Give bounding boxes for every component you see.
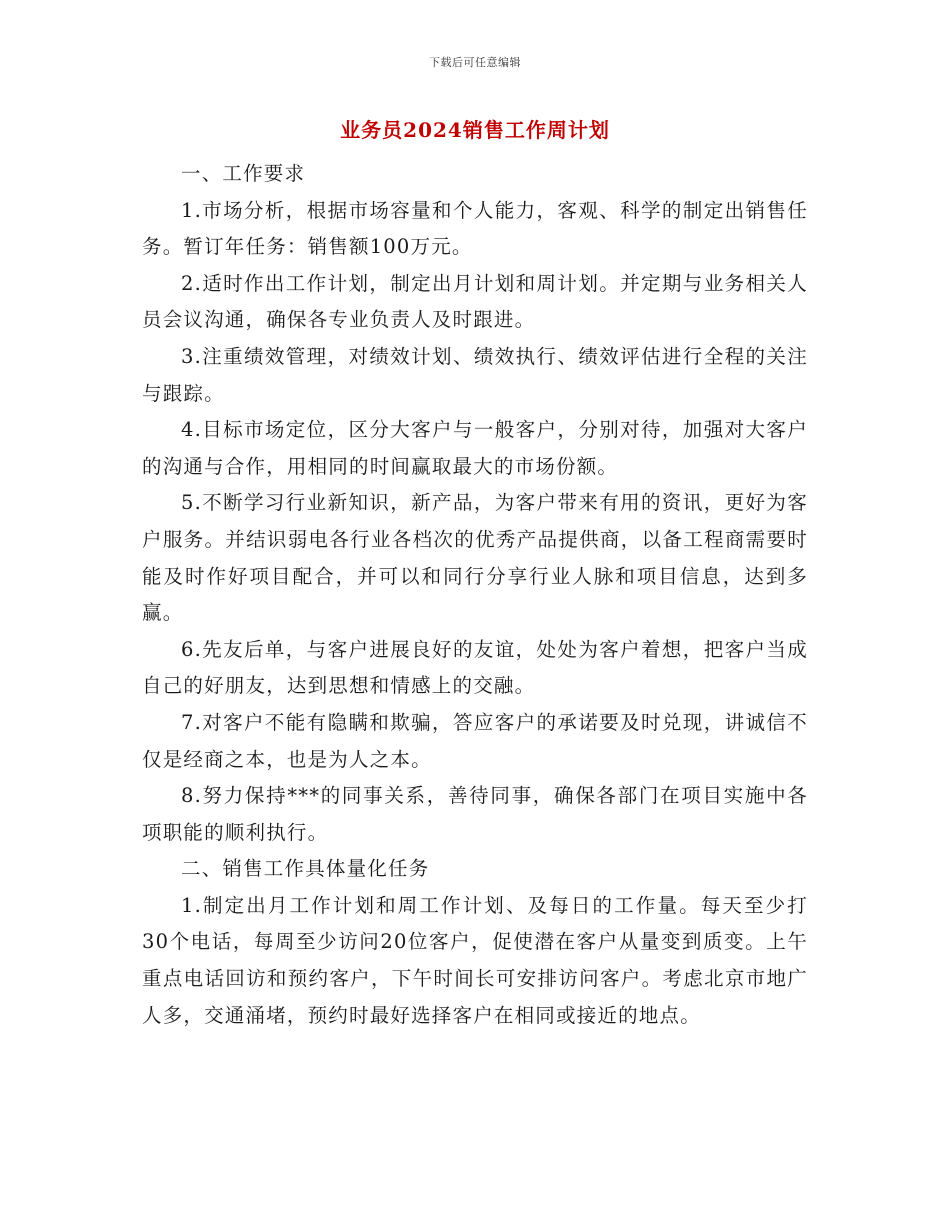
requirement-item-7: 7.对客户不能有隐瞒和欺骗，答应客户的承诺要及时兑现，讲诚信不仅是经商之本，也是为人之本。 (142, 710, 808, 771)
requirement-item-2: 2.适时作出工作计划，制定出月计划和周计划。并定期与业务相关人员会议沟通，确保各专业负责人及时跟进。 (142, 271, 808, 332)
requirement-item-3: 3.注重绩效管理，对绩效计划、绩效执行、绩效评估进行全程的关注与跟踪。 (142, 344, 808, 405)
document-title: 业务员2024销售工作周计划 (340, 118, 610, 142)
quantified-task-item-1: 1.制定出月工作计划和周工作计划、及每日的工作量。每天至少打30个电话，每周至少访问20位客户，促使潜在客户从量变到质变。上午重点电话回访和预约客户，下午时间长可安排访问客户。考虑北京市地广人多，交通涌堵，预约时最好选择客户在相同或接近的地点。 (142, 893, 808, 1027)
requirement-item-4: 4.目标市场定位，区分大客户与一般客户，分别对待，加强对大客户的沟通与合作，用相同的时间赢取最大的市场份额。 (142, 418, 808, 478)
document-body (142, 156, 808, 1034)
requirement-item-1: 1.市场分析，根据市场容量和个人能力，客观、科学的制定出销售任务。暂订年任务：销售额100万元。 (142, 198, 808, 259)
requirement-item-8: 8.努力保持***的同事关系，善待同事，确保各部门在项目实施中各项职能的顺利执行。 (142, 784, 808, 844)
section-heading-quantified-tasks: 二、销售工作具体量化任务 (181, 857, 430, 881)
header-note: 下载后可任意编辑 (429, 56, 521, 69)
requirement-item-6: 6.先友后单，与客户进展良好的友谊，处处为客户着想，把客户当成自己的好朋友，达到思想和情感上的交融。 (142, 637, 808, 698)
section-heading-requirements: 一、工作要求 (181, 162, 306, 185)
requirement-item-5: 5.不断学习行业新知识，新产品，为客户带来有用的资讯，更好为客户服务。并结识弱电各行业各档次的优秀产品提供商，以备工程商需要时能及时作好项目配合，并可以和同行分享行业人脉和项目信息，达到多赢。 (142, 491, 808, 625)
